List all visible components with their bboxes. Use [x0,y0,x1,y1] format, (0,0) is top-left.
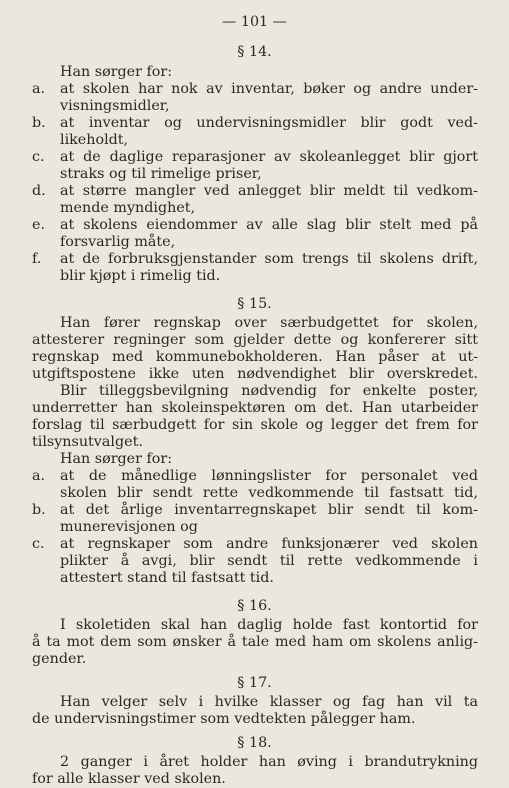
item-line: visningsmidler, [60,98,170,114]
paragraph-line: 2 ganger i året holder han øving i brandutrykning [60,754,478,770]
paragraph-line: å ta mot dem som ønsker å tale med ham om skolens anlig- [32,634,478,650]
paragraph-line: gender. [32,651,87,667]
paragraph-line: regnskap med kommunebokholderen. Han påser at ut- [32,349,478,365]
item-line: at de daglige reparasjoner av skoleanlegget blir gjort [60,149,478,165]
paragraph-line: for alle klasser ved skolen. [32,771,226,787]
paragraph-line: tilsynsutvalget. [32,434,143,450]
section-17-heading: § 17. [237,675,272,691]
item-line: at regnskaper som andre funksjonærer ved skolen [60,536,478,552]
item-label: f. [32,251,42,267]
section-14-intro: Han sørger for: [60,64,173,80]
item-label: c. [32,149,45,165]
paragraph-line: Han fører regnskap over særbudgettet for skolen, [60,315,478,331]
item-line: straks og til rimelige priser, [60,166,262,182]
item-line: at skolens eiendommer av alle slag blir stelt med på [60,217,478,233]
item-label: c. [32,536,45,552]
item-line: at inventar og undervisningsmidler blir godt ved- [60,115,478,131]
paragraph-line: Blir tilleggsbevilgning nødvendig for enkelte poster, [60,383,478,399]
paragraph-line: utgiftspostene ikke uten nødvendighet blir overskredet. [32,366,478,382]
paragraph-line: I skoletiden skal han daglig holde fast kontortid for [60,617,478,633]
item-line: at de månedlige lønningslister for personalet ved [60,468,478,484]
item-label: d. [32,183,46,199]
item-line: likeholdt, [60,132,129,148]
section-14-heading: § 14. [237,44,272,60]
item-line: mende myndighet, [60,200,196,216]
item-label: a. [32,81,46,97]
item-line: attestert stand til fastsatt tid. [60,570,274,586]
item-line: at større mangler ved anlegget blir meldt til vedkom- [60,183,478,199]
paragraph-line: forslag til særbudgett for sin skole og legger det frem for [32,417,478,433]
item-line: blir kjøpt i rimelig tid. [60,268,221,284]
page-number: — 101 — [222,14,287,30]
item-label: b. [32,502,46,518]
item-line: forsvarlig måte, [60,234,176,250]
section-16-heading: § 16. [237,598,272,614]
item-line: skolen blir sendt rette vedkommende til fastsatt tid, [60,485,478,501]
section-15-heading: § 15. [237,296,272,312]
paragraph-line: de undervisningstimer som vedtekten pålegger ham. [32,711,416,727]
item-line: at det årlige inventarregnskapet blir sendt til kom- [60,502,478,518]
paragraph-line: attesterer regninger som gjelder dette og konfererer sitt [32,332,478,348]
paragraph-line: underretter han skoleinspektøren om det. Han utarbeider [32,400,478,416]
paragraph-line: Han velger selv i hvilke klasser og fag han vil ta [60,694,478,710]
section-15-intro: Han sørger for: [60,451,173,467]
item-line: at de forbruksgjenstander som trengs til skolens drift, [60,251,478,267]
item-label: a. [32,468,46,484]
item-label: b. [32,115,46,131]
item-label: e. [32,217,46,233]
item-line: munerevisjonen og [60,519,198,535]
section-18-heading: § 18. [237,735,272,751]
item-line: at skolen har nok av inventar, bøker og andre under- [60,81,478,97]
item-line: plikter å avgi, blir sendt til rette vedkommende i [60,553,478,569]
